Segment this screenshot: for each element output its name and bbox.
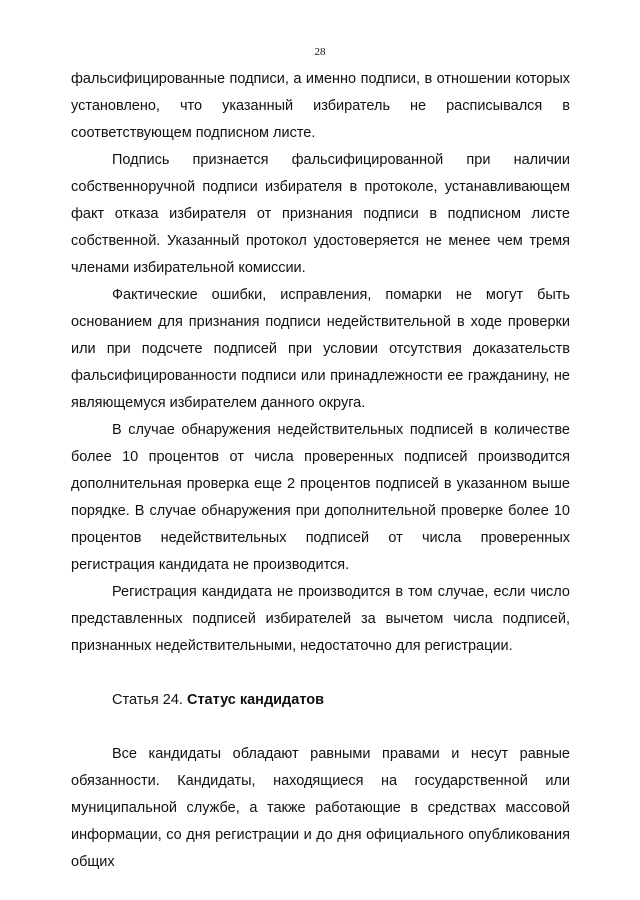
paragraph: В случае обнаружения недействительных подписей в количестве более 10 процентов от числа проверенных подписей производится дополнительная проверка еще 2 процентов подписей в указанном выше порядке. В случае обнаружения при дополнительной проверке более 10 процентов недействительных подписей от числа проверенных регистрация кандидата не производится. — [71, 422, 570, 573]
paragraph: фальсифицированные подписи, а именно подписи, в отношении которых установлено, что указанный избиратель не расписывался в соответствующем подписном листе. — [71, 71, 570, 141]
paragraph: Все кандидаты обладают равными правами и несут равные обязанности. Кандидаты, находящиеся на государственной или муниципальной службе, а также работающие в средствах массовой информации, со дня регистрации и до дня официального опубликования общих — [71, 746, 570, 870]
paragraph: Подпись признается фальсифицированной при наличии собственноручной подписи избирателя в протоколе, устанавливающем факт отказа избирателя от признания подписи в подписном листе собственной. Указанный протокол удостоверяется не менее чем тремя членами избирательной комиссии. — [71, 152, 570, 276]
article-prefix: Статья 24. — [112, 692, 187, 708]
paragraph: Фактические ошибки, исправления, помарки не могут быть основанием для признания подписи недействительной в ходе проверки или при подсчете подписей при условии отсутствия доказательств фальсифицированности подписи или принадлежности ее гражданину, не являющемуся избирателем данного округа. — [71, 287, 570, 411]
article-title: Статус кандидатов — [186, 692, 325, 708]
paragraph: Регистрация кандидата не производится в том случае, если число представленных подписей избирателей за вычетом числа подписей, признанных недействительными, недостаточно для регистрации. — [71, 584, 570, 654]
page-number: 28 — [314, 46, 326, 58]
article-heading — [71, 687, 570, 714]
document-body — [71, 66, 570, 876]
